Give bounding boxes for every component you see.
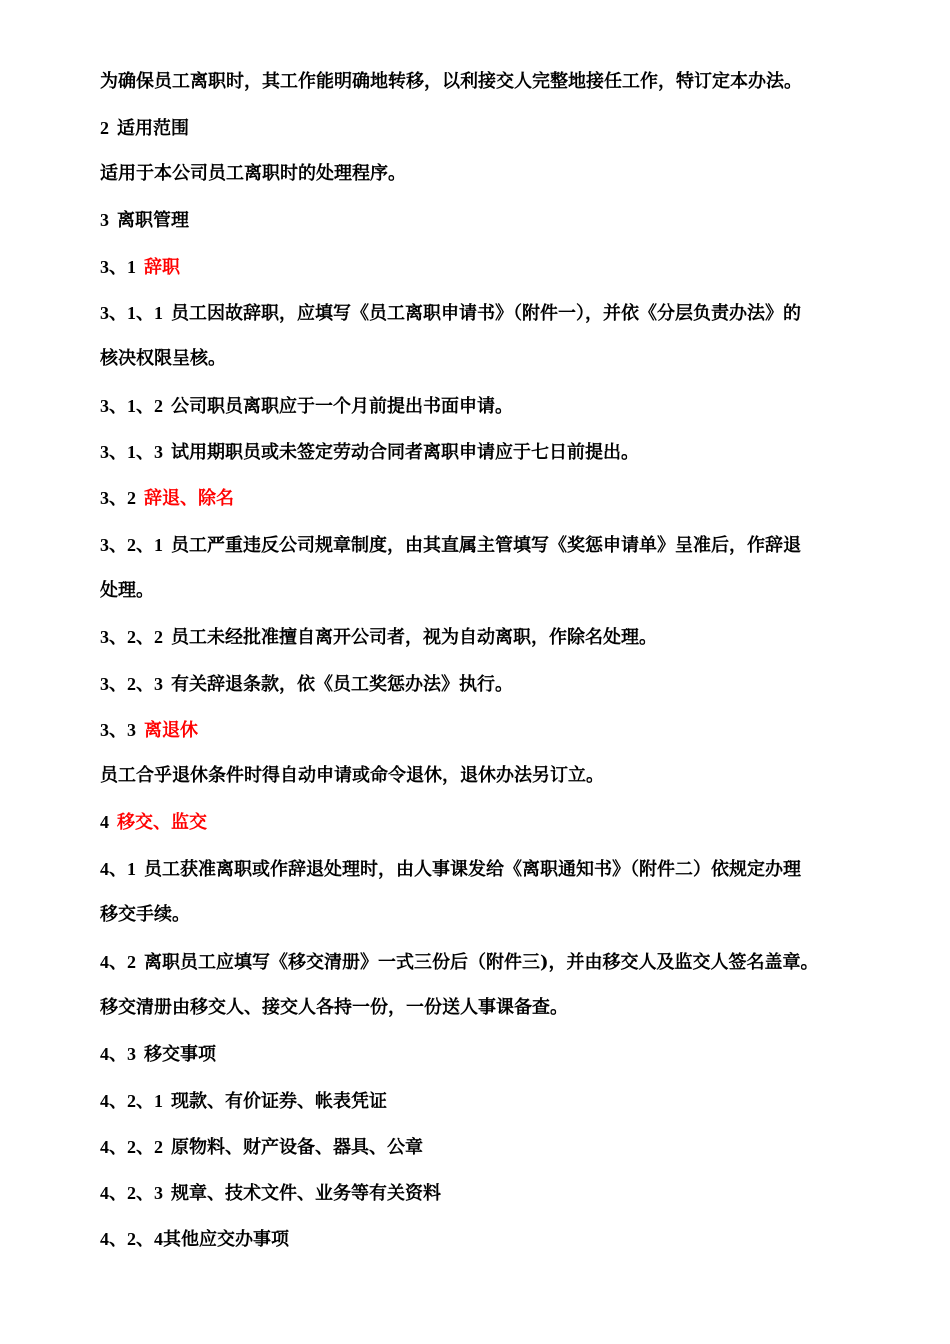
section-heading: [100, 810, 860, 835]
clause-text: 员工未经批准擅自离开公司者，视为自动离职，作除名处理。: [171, 627, 657, 648]
clause-number: 4、2、3: [100, 1183, 163, 1203]
clause-text: 移交手续。: [100, 904, 190, 925]
list-item: [100, 1135, 860, 1160]
clause-number: 3、1、3: [100, 442, 163, 462]
clause-number: 4、2、4: [100, 1229, 163, 1249]
clause-continuation: [100, 579, 860, 603]
clause-number: 4、2、1: [100, 1091, 163, 1111]
heading-text: 适用范围: [117, 118, 189, 139]
list-item: [100, 1089, 860, 1114]
clause-text: 离职员工应填写《移交清册》一式三份后（附件三)，并由移交人及监交人签名盖章。: [144, 952, 819, 973]
clause: [100, 950, 860, 975]
list-item: [100, 1227, 860, 1252]
subsection-heading: [100, 486, 860, 511]
clause-text: 处理。: [100, 580, 154, 601]
clause-text: 移交清册由移交人、接交人各持一份，一份送人事课备查。: [100, 997, 568, 1018]
list-item: [100, 1181, 860, 1206]
heading-text: 辞退、除名: [144, 488, 234, 509]
clause-number: 3、2、2: [100, 627, 163, 647]
line-text: 为确保员工离职时，其工作能明确地转移，以利接交人完整地接任工作，特订定本办法。: [100, 71, 802, 92]
clause-text: 现款、有价证券、帐表凭证: [171, 1091, 387, 1112]
section-number: 3、2: [100, 488, 136, 508]
heading-text: 移交事项: [144, 1044, 216, 1065]
clause-number: 3、2、1: [100, 535, 163, 555]
clause-continuation: [100, 903, 860, 927]
clause-text: 公司职员离职应于一个月前提出书面申请。: [171, 396, 513, 417]
section-number: 4: [100, 812, 109, 832]
clause-number: 3、2、3: [100, 674, 163, 694]
clause-text: 其他应交办事项: [163, 1229, 289, 1250]
clause-text: 有关辞退条款，依《员工奖惩办法》执行。: [171, 674, 513, 695]
section-number: 3、1: [100, 257, 136, 277]
subsection-heading: [100, 1042, 860, 1067]
subsection-heading: [100, 718, 860, 743]
clause-text: 原物料、财产设备、器具、公章: [171, 1137, 423, 1158]
clause-number: 4、2、2: [100, 1137, 163, 1157]
section-number: 4、3: [100, 1044, 136, 1064]
clause: [100, 301, 860, 326]
clause-text: 员工获准离职或作辞退处理时，由人事课发给《离职通知书》（附件二）依规定办理: [144, 859, 801, 880]
clause: [100, 394, 860, 419]
clause-text: 核决权限呈核。: [100, 348, 226, 369]
subsection-heading: [100, 255, 860, 280]
section-heading: [100, 208, 860, 233]
clause-text: 试用期职员或未签定劳动合同者离职申请应于七日前提出。: [171, 442, 639, 463]
clause-text: 员工严重违反公司规章制度，由其直属主管填写《奖惩申请单》呈准后，作辞退: [171, 535, 801, 556]
line-text: 适用于本公司员工离职时的处理程序。: [100, 163, 406, 184]
line-text: 员工合乎退休条件时得自动申请或命令退休，退休办法另订立。: [100, 765, 604, 786]
heading-text: 辞职: [144, 257, 180, 278]
clause: [100, 440, 860, 465]
heading-text: 离退休: [144, 720, 198, 741]
clause-number: 4、1: [100, 859, 136, 879]
paragraph: [100, 764, 860, 788]
clause-continuation: [100, 996, 860, 1020]
clause-number: 3、1、1: [100, 303, 163, 323]
heading-text: 移交、监交: [117, 812, 207, 833]
section-number: 2: [100, 118, 109, 138]
clause-text: 员工因故辞职，应填写《员工离职申请书》（附件一），并依《分层负责办法》的: [171, 303, 801, 324]
clause: [100, 857, 860, 882]
clause: [100, 533, 860, 558]
heading-text: 离职管理: [117, 210, 189, 231]
clause-text: 规章、技术文件、业务等有关资料: [171, 1183, 441, 1204]
clause-continuation: [100, 347, 860, 371]
section-number: 3: [100, 210, 109, 230]
section-number: 3、3: [100, 720, 136, 740]
clause: [100, 625, 860, 650]
section-heading: [100, 116, 860, 141]
clause-number: 3、1、2: [100, 396, 163, 416]
clause: [100, 672, 860, 697]
clause-number: 4、2: [100, 952, 136, 972]
paragraph: [100, 162, 860, 186]
intro-paragraph: [100, 70, 860, 94]
